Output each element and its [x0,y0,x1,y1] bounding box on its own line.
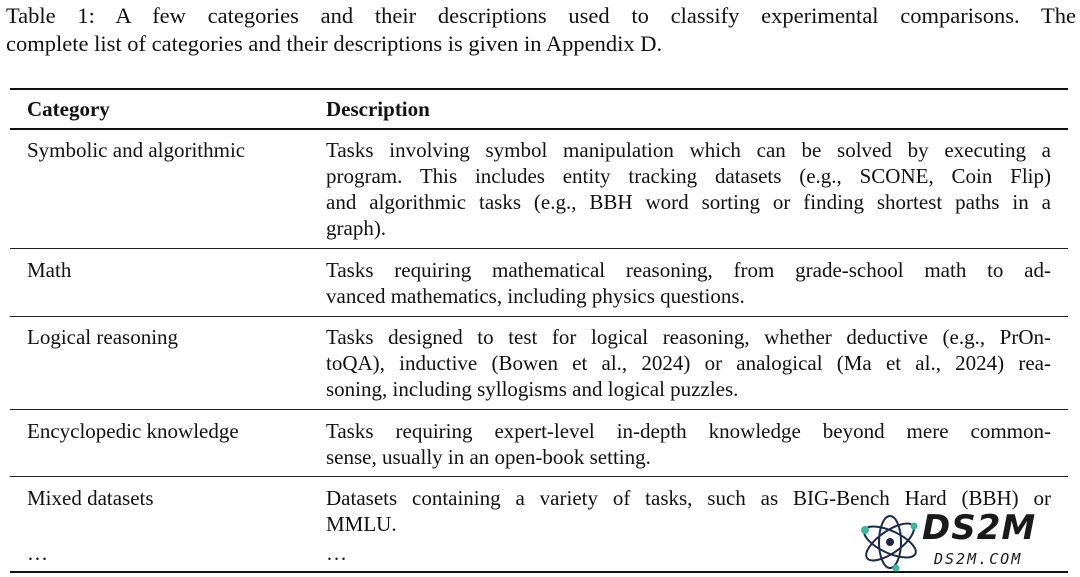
description-line: vanced mathematics, including physics questions. [326,284,745,308]
row-description-math [326,257,1051,309]
row-category-mixed: Mixed datasets [27,486,154,510]
row-category-math: Math [27,258,72,282]
row-divider [10,316,1068,317]
watermark-title: DS2M [922,508,1037,548]
header-description: Description [326,97,430,121]
description-line: toQA), inductive (Bowen et al., 2024) or analogical (Ma et al., 2024) rea- [326,351,1051,375]
description-line: program. This includes entity tracking datasets (e.g., SCONE, Coin Flip) [326,164,1051,188]
watermark [856,508,1066,576]
description-line: Tasks designed to test for logical reasoning, whether deductive (e.g., PrOn- [326,325,1051,349]
row-category-encyclopedic: Encyclopedic knowledge [27,419,239,443]
row-divider [10,409,1068,410]
description-line: Tasks involving symbol manipulation which can be solved by executing a [326,138,1051,162]
description-line: Datasets containing a variety of tasks, such as BIG-Bench Hard (BBH) or [326,486,1051,510]
atom-logo-icon [856,508,926,576]
row-description-symbolic [326,137,1051,241]
row-description-encyclopedic [326,418,1051,470]
description-line: … [326,541,347,565]
row-category-logical: Logical reasoning [27,325,179,349]
row-divider [10,476,1068,477]
description-line: graph). [326,216,387,240]
description-line: and algorithmic tasks (e.g., BBH word sorting or finding shortest paths in a [326,190,1051,214]
header-rule [10,128,1068,130]
description-line: soning, including syllogisms and logical puzzles. [326,377,739,401]
watermark-subtitle: DS2M.COM [934,550,1023,568]
description-line: MMLU. [326,512,397,536]
row-description-logical [326,324,1051,402]
caption-line-2: complete list of categories and their descriptions is given in Appendix D. [6,31,663,56]
header-category: Category [27,97,110,121]
table-caption [6,2,1076,58]
caption-line-1: Table 1: A few categories and their descriptions used to classify experimental comparisons. The [6,3,1076,28]
description-line: sense, usually in an open-book setting. [326,445,651,469]
row-divider [10,248,1068,249]
description-line: Tasks requiring expert-level in-depth knowledge beyond mere common- [326,419,1051,443]
row-category-symbolic: Symbolic and algorithmic [27,138,246,162]
row-category-ellipsis: … [27,541,48,565]
description-line: Tasks requiring mathematical reasoning, from grade-school math to ad- [326,258,1051,282]
table-top-rule [10,88,1068,90]
